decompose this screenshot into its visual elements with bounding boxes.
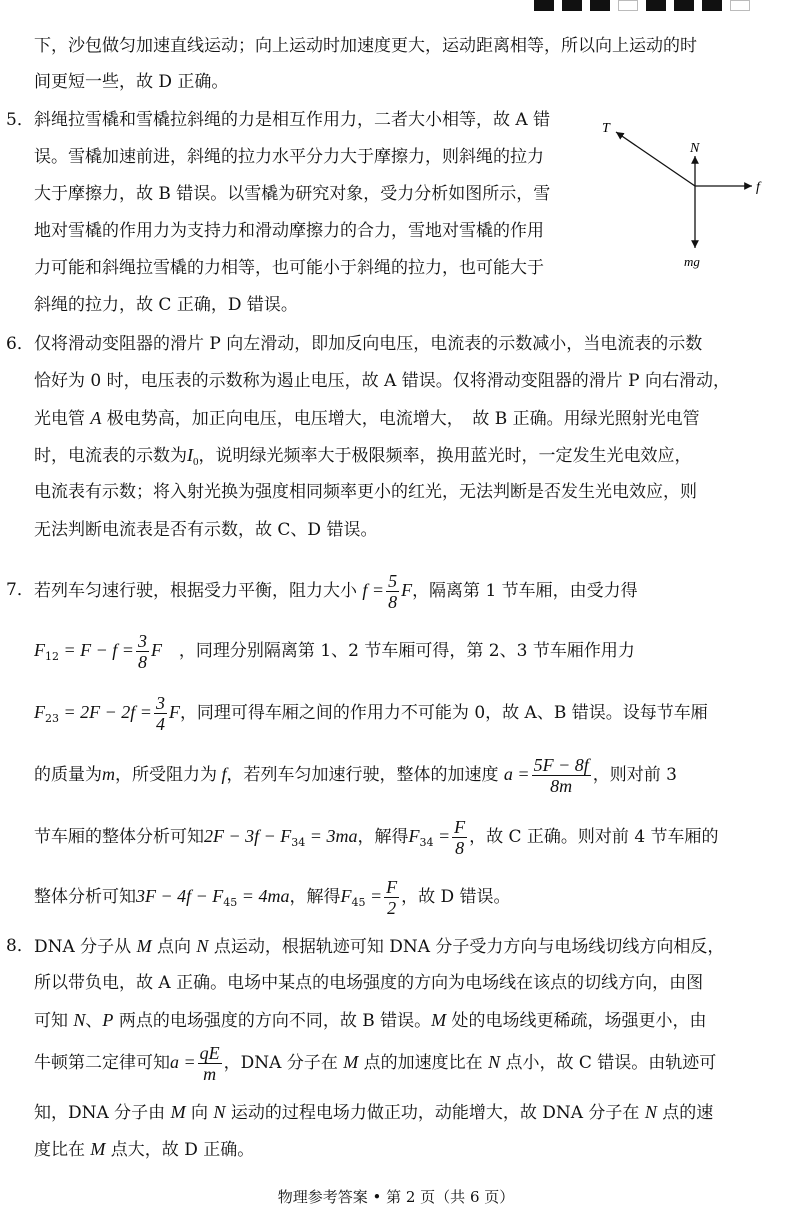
q7-line-5 xyxy=(34,814,719,865)
q5-line-6: 斜绳的拉力，故 C 正确，D 错误。 xyxy=(34,295,298,315)
q7-math: = 4ma xyxy=(237,886,290,906)
label-T: T xyxy=(602,121,610,136)
q8-text: DNA 分子从 xyxy=(34,937,137,957)
denominator: 8m xyxy=(550,776,573,796)
q7-number: 7． xyxy=(6,580,34,600)
denominator: 8 xyxy=(137,652,147,672)
q7-frac-F-2 xyxy=(384,877,399,918)
q8-point-P: P xyxy=(102,1010,114,1030)
q8-frac-qE-m xyxy=(198,1043,222,1084)
q5-line-4: 地对雪橇的作用力为支持力和滑动摩擦力的合力，雪地对雪橇的作用 xyxy=(34,221,544,241)
q7-frac-3-8 xyxy=(136,631,149,672)
q7-line-4 xyxy=(34,752,677,797)
q6-I0: I xyxy=(187,445,193,465)
numerator: 3 xyxy=(155,693,165,713)
q7-math: f = xyxy=(362,580,385,600)
q7-frac-accel xyxy=(532,755,591,796)
q7-text: ，故 C 正确。则对前 4 节车厢的 xyxy=(469,827,719,847)
q5-line-1: 斜绳拉雪橇和雪橇拉斜绳的力是相互作用力，二者大小相等，故 A 错 xyxy=(34,110,551,130)
q8-line-5 xyxy=(34,1100,713,1125)
numerator: F xyxy=(454,817,466,837)
q6-text: ，说明绿光频率大于极限频率，换用蓝光时，一定发生光电效应， xyxy=(198,446,692,466)
q7-text: ，则对前 3 xyxy=(592,765,677,785)
q8-point-M: M xyxy=(431,1010,447,1030)
q8-text: 点的速 xyxy=(656,1103,714,1123)
q8-point-N: N xyxy=(644,1102,657,1122)
q7-math: F xyxy=(401,580,413,600)
label-mg: mg xyxy=(684,254,700,269)
q6-text: 极电势高，加正向电压，电压增大，电流增大， 故 B 正确。用绿光照射光电管 xyxy=(101,409,700,429)
q8-text: 点小，故 C 错误。由轨迹可 xyxy=(500,1053,717,1073)
q7-frac-3-4 xyxy=(154,693,167,734)
q8-text: 知，DNA 分子由 xyxy=(34,1103,171,1123)
q7-frac-5-8 xyxy=(386,571,399,612)
q8-text: 、 xyxy=(85,1011,103,1031)
q8-text: 点的加速度比在 xyxy=(358,1053,489,1073)
q7-text: ，隔离第 1 节车厢，由受力得 xyxy=(412,581,638,601)
q6-text: 光电管 xyxy=(34,409,91,429)
q7-sub: 45 xyxy=(351,896,366,909)
q6-line-6: 无法判断电流表是否有示数，故 C、D 错误。 xyxy=(34,520,378,540)
q8-point-M: M xyxy=(136,936,152,956)
numerator: qE xyxy=(199,1043,220,1063)
q7-sub: 45 xyxy=(223,896,238,909)
q8-text: 可知 xyxy=(34,1011,74,1031)
denominator: 8 xyxy=(455,838,465,858)
q7-text: ，故 D 错误。 xyxy=(401,887,511,907)
registration-mark xyxy=(534,0,554,11)
q7-line-3 xyxy=(34,690,708,741)
q7-text: 整体分析可知 xyxy=(34,887,136,907)
q7-text: 若列车匀速行驶，根据受力平衡，阻力大小 xyxy=(34,581,363,601)
numerator: 5 xyxy=(388,571,398,591)
q8-point-N: N xyxy=(488,1052,501,1072)
tension-arrow xyxy=(616,132,695,186)
denominator: 4 xyxy=(155,714,165,734)
q8-text: 处的电场线更稀疏，场强更小，由 xyxy=(446,1011,707,1031)
numerator: 5F − 8f xyxy=(533,755,589,775)
q7-math: F xyxy=(34,640,45,660)
q7-text: ，所受阻力为 xyxy=(115,765,217,785)
label-f: f xyxy=(756,180,760,195)
q7-text: ，解得 xyxy=(357,827,409,847)
q5-line-2: 误。雪橇加速前进，斜绳的拉力水平分力大于摩擦力，则斜绳的拉力 xyxy=(34,147,544,167)
q5-number: 5． xyxy=(6,110,34,130)
q7-line-1 xyxy=(34,568,638,613)
q6-line-4 xyxy=(34,443,692,474)
q8-text: 运动的过程电场力做正功，动能增大，故 DNA 分子在 xyxy=(225,1103,645,1123)
q8-text: 两点的电场强度的方向不同，故 B 错误。 xyxy=(113,1011,432,1031)
q7-math: = xyxy=(433,826,451,846)
q6-text: 时，电流表的示数为 xyxy=(34,446,187,466)
q8-text: 点运动，根据轨迹可知 DNA 分子受力方向与电场线切线方向相反， xyxy=(208,937,725,957)
registration-mark xyxy=(646,0,666,11)
force-diagram xyxy=(600,120,780,280)
q7-sub: 23 xyxy=(45,712,59,725)
q7-math: f xyxy=(217,764,227,784)
q7-math: 2F − 3f − F xyxy=(204,826,292,846)
q8-text: 点大，故 D 正确。 xyxy=(105,1140,255,1160)
q7-math: m xyxy=(102,764,115,784)
q4-line-2: 间更短一些，故 D 正确。 xyxy=(34,72,229,92)
q6-number: 6． xyxy=(6,334,34,354)
q7-math: F xyxy=(340,886,352,906)
q8-line-3 xyxy=(34,1008,707,1033)
q8-point-M: M xyxy=(170,1102,186,1122)
q6-line-1: 仅将滑动变阻器的滑片 P 向左滑动，即加反向电压，电流表的示数减小，当电流表的示数 xyxy=(34,334,703,354)
q7-math: = 2F − 2f = xyxy=(59,702,152,722)
q7-sub: 34 xyxy=(291,836,306,849)
registration-mark xyxy=(618,0,638,11)
denominator: 8 xyxy=(388,592,398,612)
q7-sub: 34 xyxy=(419,836,434,849)
q7-math: F xyxy=(150,640,162,660)
q7-math: F xyxy=(408,826,420,846)
numerator: F xyxy=(386,877,398,897)
q6-pole-A: A xyxy=(90,408,102,428)
q8-number: 8． xyxy=(6,936,34,956)
q8-point-N: N xyxy=(73,1010,86,1030)
registration-mark xyxy=(730,0,750,11)
registration-mark xyxy=(590,0,610,11)
q8-line-4 xyxy=(34,1040,716,1085)
q8-text: 向 xyxy=(185,1103,214,1123)
q7-math: a = xyxy=(503,764,530,784)
page-footer: 物理参考答案 • 第 2 页（共 6 页） xyxy=(277,1188,515,1206)
q7-text: ，同理分别隔离第 1、2 节车厢可得，第 2、3 节车厢作用力 xyxy=(161,641,635,661)
q6-line-3 xyxy=(34,406,700,431)
q5-line-5: 力可能和斜绳拉雪橇的力相等，也可能小于斜绳的拉力，也可能大于 xyxy=(34,258,544,278)
q7-sub: 12 xyxy=(45,650,59,663)
q7-text: ，同理可得车厢之间的作用力不可能为 0，故 A、B 错误。设每节车厢 xyxy=(179,703,708,723)
q7-text: 的质量为 xyxy=(34,765,102,785)
q7-line-6 xyxy=(34,874,511,925)
corner-marks xyxy=(534,0,750,12)
label-N: N xyxy=(690,141,700,156)
numerator: 3 xyxy=(137,631,147,651)
q8-math: a = xyxy=(170,1052,196,1072)
q8-point-M: M xyxy=(343,1052,359,1072)
registration-mark xyxy=(562,0,582,11)
q7-text: ，若列车匀加速行驶，整体的加速度 xyxy=(226,765,504,785)
q8-point-M: M xyxy=(90,1139,106,1159)
registration-mark xyxy=(702,0,722,11)
registration-mark xyxy=(674,0,694,11)
q8-line-1 xyxy=(34,934,724,959)
q7-math: = xyxy=(365,886,383,906)
q7-line-2 xyxy=(34,628,635,679)
q6-line-2: 恰好为 0 时，电压表的示数称为遏止电压，故 A 错误。仅将滑动变阻器的滑片 P 向右滑动， xyxy=(34,371,730,391)
q8-point-N: N xyxy=(196,936,209,956)
q7-math: 3F − 4f − F xyxy=(136,886,224,906)
q6-line-5: 电流表有示数；将入射光换为强度相同频率更小的红光，无法判断是否发生光电效应，则 xyxy=(34,482,697,502)
q7-frac-F-8 xyxy=(452,817,467,858)
q8-text: 点向 xyxy=(151,937,197,957)
q8-text: 牛顿第二定律可知 xyxy=(34,1053,170,1073)
q6-I0-sub: 0 xyxy=(193,456,199,468)
q7-math: = F − f = xyxy=(59,640,134,660)
denominator: m xyxy=(203,1064,217,1084)
q8-line-6 xyxy=(34,1137,254,1162)
q7-text: ，解得 xyxy=(289,887,341,907)
q7-math: F xyxy=(34,702,45,722)
q8-point-N: N xyxy=(213,1102,226,1122)
q4-line-1: 下，沙包做匀加速直线运动；向上运动时加速度更大，运动距离相等，所以向上运动的时 xyxy=(34,36,697,56)
q7-math: F xyxy=(168,702,180,722)
q8-line-2: 所以带负电，故 A 正确。电场中某点的电场强度的方向为电场线在该点的切线方向，由图 xyxy=(34,973,704,993)
denominator: 2 xyxy=(387,898,397,918)
q8-text: ，DNA 分子在 xyxy=(223,1053,344,1073)
q5-line-3: 大于摩擦力，故 B 错误。以雪橇为研究对象，受力分析如图所示，雪 xyxy=(34,184,551,204)
q8-text: 度比在 xyxy=(34,1140,91,1160)
q7-math: = 3ma xyxy=(305,826,358,846)
q7-text: 节车厢的整体分析可知 xyxy=(34,827,204,847)
